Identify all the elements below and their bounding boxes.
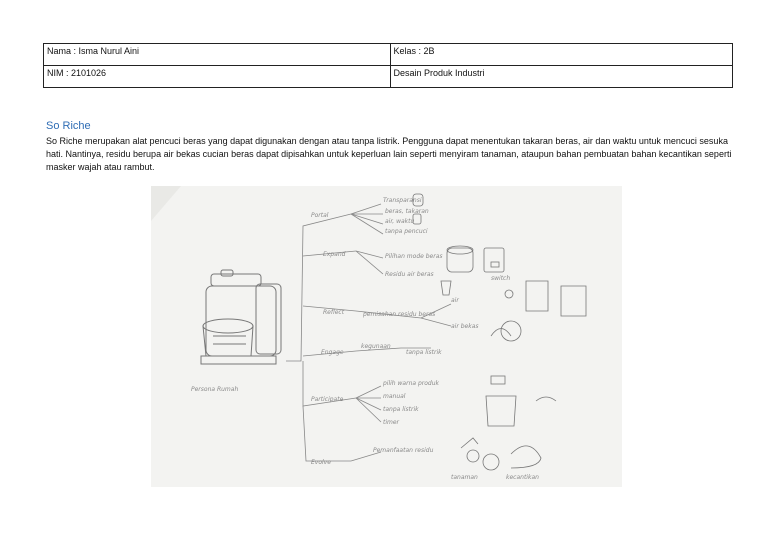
note-5-2: kecantikan	[506, 474, 539, 481]
note-0-0: Transparansi	[383, 197, 422, 204]
note-0-1: beras, takaran	[385, 208, 429, 215]
branch-label-2: Reflect	[323, 309, 345, 316]
note-4-0: pilih warna produk	[383, 380, 439, 387]
mindmap-sketch-image	[151, 186, 622, 487]
note-2-2: air bekas	[451, 323, 479, 330]
note-0-3: tanpa pencuci	[385, 228, 428, 235]
note-2-1: air	[451, 297, 459, 304]
note-4-2: tanpa listrik	[383, 406, 419, 413]
switch-label: switch	[491, 275, 511, 282]
note-4-1: manual	[383, 393, 406, 400]
note-1-0: Pilihan mode beras	[385, 253, 443, 260]
note-3-1: tanpa listrik	[406, 349, 442, 356]
note-1-1: Residu air beras	[385, 271, 434, 278]
note-5-0: Pemanfaatan residu	[373, 447, 434, 454]
branch-label-5: Evolve	[311, 459, 331, 466]
course-name: Desain Produk Industri	[390, 66, 733, 88]
info-row-2	[44, 66, 733, 88]
note-3-0: kegunaan	[361, 343, 391, 350]
student-name: Nama : Isma Nurul Aini	[44, 44, 391, 66]
branch-label-3: Engage	[321, 349, 344, 356]
sketch-drawing	[151, 186, 622, 487]
student-info-table	[43, 43, 733, 88]
sketch-center-label: Persona Rumah	[191, 386, 239, 393]
product-title: So Riche	[46, 120, 91, 132]
branch-label-1: Expand	[323, 251, 346, 258]
branch-label-4: Participate	[311, 396, 344, 403]
product-description: So Riche merupakan alat pencuci beras yang dapat digunakan dengan atau tanpa listrik. Pengguna dapat menentukan takaran beras, air dan waktu untuk mencuci sesuka hati. Nantinya, residu berupa air bekas cucian beras dapat dipisahkan untuk keperluan lain seperti menyiram tanaman, ataupun bahan pembuatan bahan kecantikan seperti masker wajah atau rambut.	[46, 136, 732, 172]
student-class: Kelas : 2B	[390, 44, 733, 66]
info-row-1	[44, 44, 733, 66]
note-4-3: timer	[383, 419, 400, 426]
branch-label-0: Portal	[311, 212, 329, 219]
note-2-0: pemisahan residu beras	[363, 311, 436, 318]
note-5-1: tanaman	[451, 474, 478, 481]
student-nim: NIM : 2101026	[44, 66, 391, 88]
note-0-2: air, waktu	[385, 218, 415, 225]
